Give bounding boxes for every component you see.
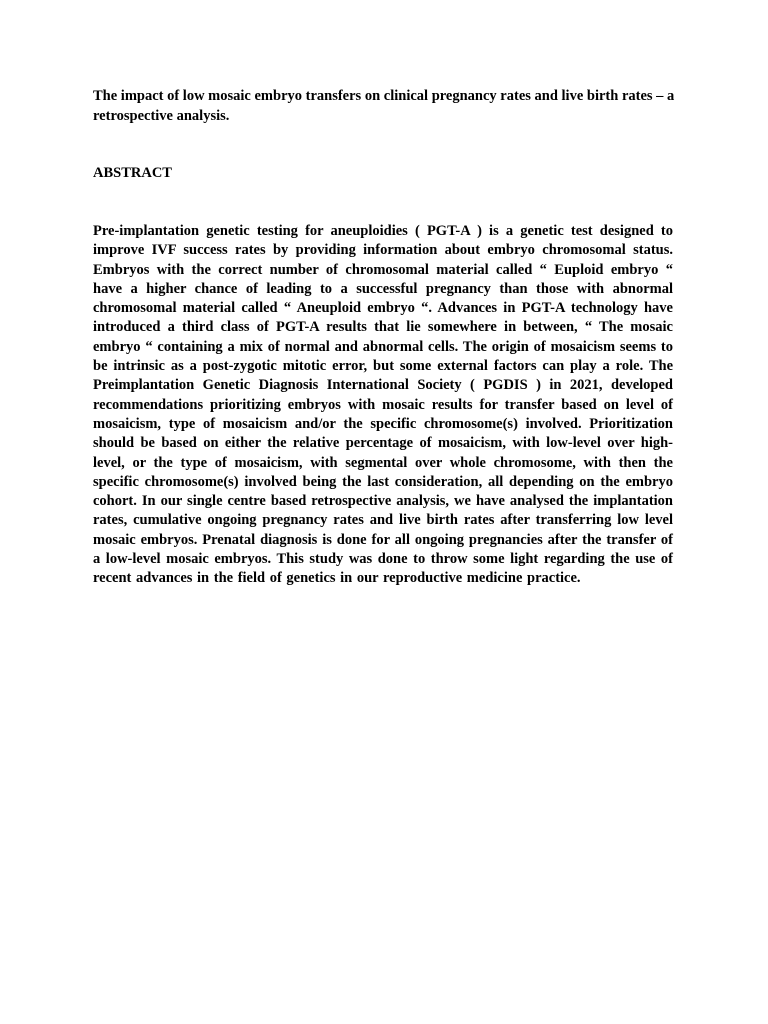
- abstract-paragraph: Pre-implantation genetic testing for aneuploidies ( PGT-A ) is a genetic test designed to improve IVF success rates by providing information about embryo chromosomal status. Embryos with the correct number of chromosomal material called “ Euploid embryo “ have a higher chance of leading to a successful pregnancy than those with abnormal chromosomal material called “ Aneuploid embryo “. Advances in PGT-A technology have introduced a third class of PGT-A results that lie somewhere in between, “ The mosaic embryo “ containing a mix of normal and abnormal cells. The origin of mosaicism seems to be intrinsic as a post-zygotic mitotic error, but some external factors can play a role. The Preimplantation Genetic Diagnosis International Society ( PGDIS ) in 2021, developed recommendations prioritizing embryos with mosaic results for transfer based on level of mosaicism, type of mosaicism and/or the specific chromosome(s) involved. Prioritization should be based on either the relative percentage of mosaicism, with low-level over high-level, or the type of mosaicism, with segmental over whole chromosome, with then the specific chromosome(s) involved being the last consideration, all depending on the embryo cohort. In our single centre based retrospective analysis, we have analysed the implantation rates, cumulative ongoing pregnancy rates and live birth rates after transferring low level mosaic embryos. Prenatal diagnosis is done for all ongoing pregnancies after the transfer of a low-level mosaic embryos. This study was done to throw some light regarding the use of recent advances in the field of genetics in our reproductive medicine practice.: [93, 223, 673, 587]
- abstract-heading: ABSTRACT: [93, 165, 172, 181]
- document-title: The impact of low mosaic embryo transfers on clinical pregnancy rates and live birth rates – a retrospective analysis.: [93, 88, 675, 124]
